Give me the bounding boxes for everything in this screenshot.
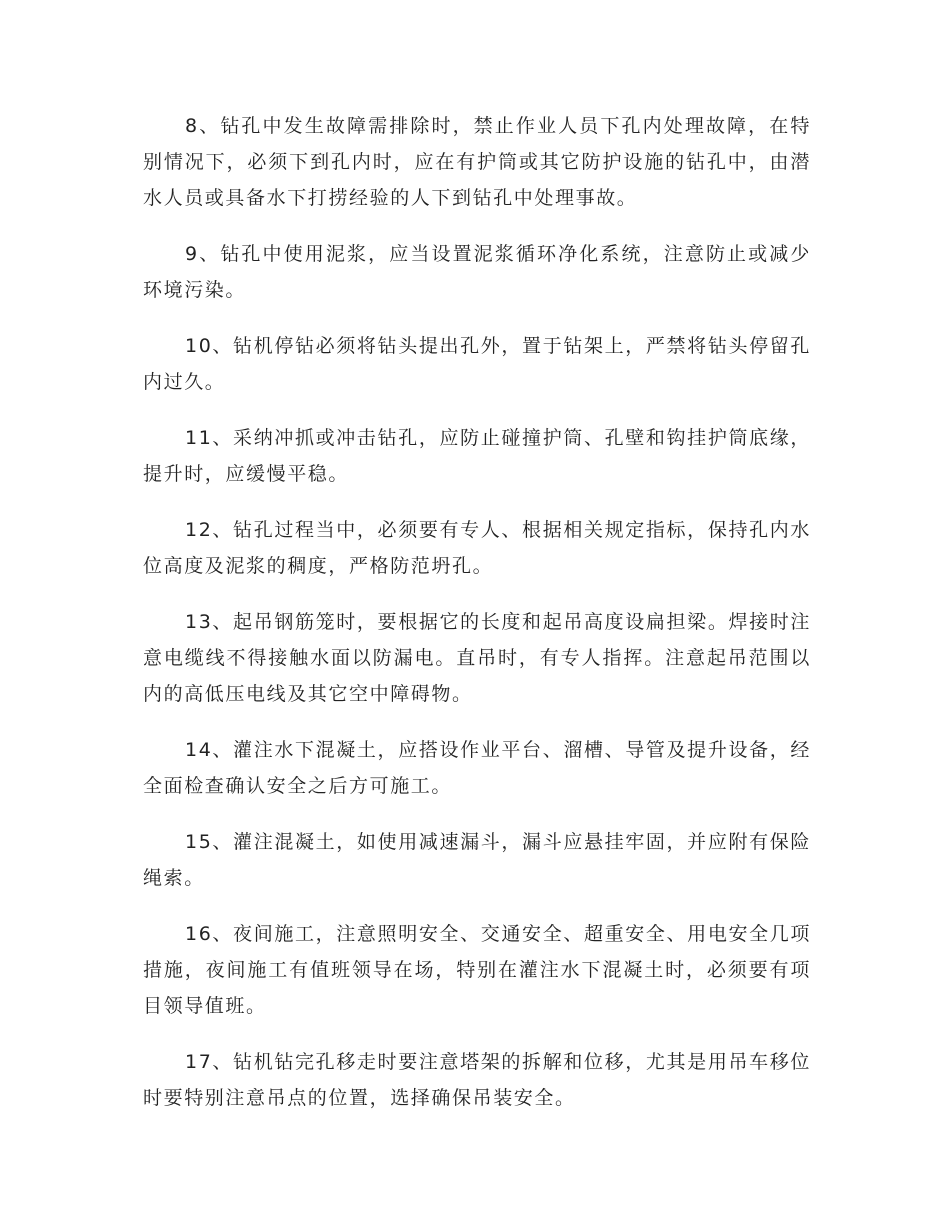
paragraph-item-9: 9、钻孔中使用泥浆，应当设置泥浆循环净化系统，注意防止或减少环境污染。 [143,243,811,301]
paragraph-item-15: 15、灌注混凝土，如使用减速漏斗，漏斗应悬挂牢固，并应附有保险绳索。 [143,831,811,889]
paragraph-item-12: 12、钻孔过程当中，必须要有专人、根据相关规定指标，保持孔内水位高度及泥浆的稠度，严格防范坍孔。 [143,519,811,577]
paragraph-item-10: 10、钻机停钻必须将钻头提出孔外，置于钻架上，严禁将钻头停留孔内过久。 [143,335,811,393]
document-body [143,108,811,1136]
paragraph-item-8: 8、钻孔中发生故障需排除时，禁止作业人员下孔内处理故障，在特别情况下，必须下到孔内时，应在有护筒或其它防护设施的钻孔中，由潜水人员或具备水下打捞经验的人下到钻孔中处理事故。 [143,115,811,209]
paragraph-item-13: 13、起吊钢筋笼时，要根据它的长度和起吊高度设扁担梁。焊接时注意电缆线不得接触水面以防漏电。直吊时，有专人指挥。注意起吊范围以内的高低压电线及其它空中障碍物。 [143,611,811,705]
paragraph-item-17: 17、钻机钻完孔移走时要注意塔架的拆解和位移，尤其是用吊车移位时要特别注意吊点的位置，选择确保吊装安全。 [143,1051,811,1109]
paragraph-item-16: 16、夜间施工，注意照明安全、交通安全、超重安全、用电安全几项措施，夜间施工有值班领导在场，特别在灌注水下混凝土时，必须要有项目领导值班。 [143,923,811,1017]
paragraph-item-14: 14、灌注水下混凝土，应搭设作业平台、溜槽、导管及提升设备，经全面检查确认安全之后方可施工。 [143,739,811,797]
paragraph-item-11: 11、采纳冲抓或冲击钻孔，应防止碰撞护筒、孔壁和钩挂护筒底缘，提升时，应缓慢平稳。 [143,427,811,485]
